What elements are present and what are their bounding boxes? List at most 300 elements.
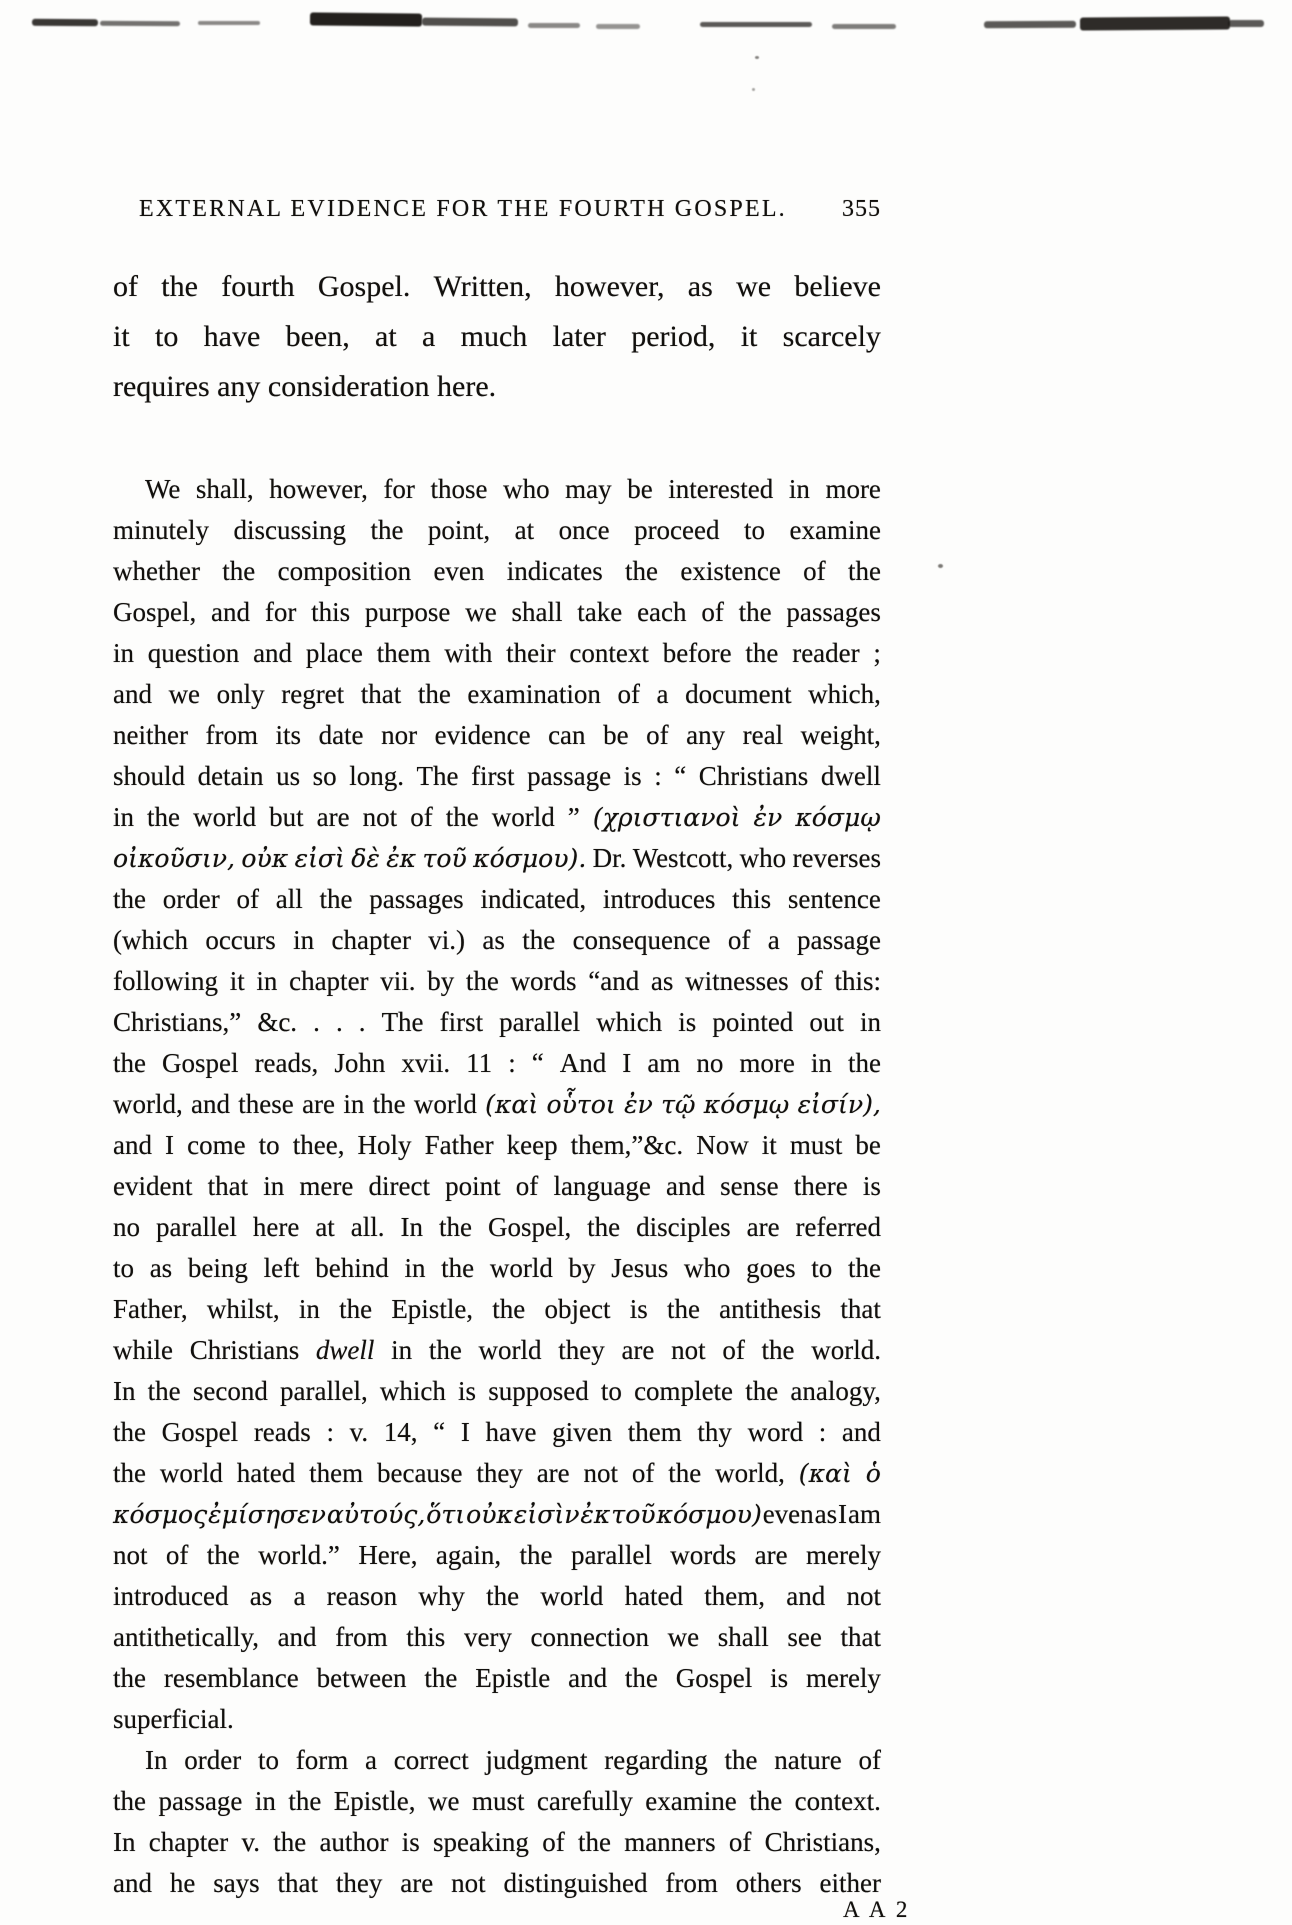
word: dwell [820, 761, 881, 791]
word: the [113, 1663, 146, 1693]
word: In [113, 1827, 136, 1857]
word: in [113, 802, 135, 832]
word: ἐν [624, 1090, 653, 1119]
word: each [637, 597, 687, 627]
word: may [565, 474, 612, 504]
word: εἰσίν), [797, 1090, 881, 1119]
word: sentence [787, 884, 881, 914]
word: reader [792, 638, 860, 668]
text-line [113, 1002, 881, 1043]
word: ὁ [865, 1459, 881, 1488]
word: object [544, 1294, 611, 1324]
word: must [789, 1130, 843, 1160]
word: this [406, 1622, 446, 1652]
text-line [113, 1822, 881, 1863]
word: is [629, 1294, 648, 1324]
word: 14, [383, 1417, 418, 1447]
word: Dr. [592, 843, 627, 873]
word: for [264, 597, 297, 627]
word: word [747, 1417, 804, 1447]
word: behind [315, 1253, 389, 1283]
word: world [413, 1089, 477, 1119]
word: and [191, 1089, 231, 1119]
word: Here, [358, 1540, 418, 1570]
word: scarcely [782, 320, 881, 353]
word: be [603, 720, 629, 750]
word: in [788, 474, 810, 504]
word: proceed [634, 515, 720, 545]
word: Gospel. [317, 270, 411, 303]
word: : [654, 761, 662, 791]
signature-mark: A A 2 [843, 1897, 911, 1922]
ink-speck [752, 88, 755, 91]
word: is [458, 1376, 477, 1406]
word: the [847, 556, 881, 586]
word: ; [873, 638, 881, 668]
word: interested [668, 474, 774, 504]
word: of [617, 679, 640, 709]
word: supposed [488, 1376, 589, 1406]
word: all. [350, 1212, 385, 1242]
word: world, [715, 1458, 785, 1488]
word: I [622, 1048, 632, 1078]
word: And [559, 1048, 607, 1078]
word: judgment [485, 1745, 588, 1775]
word: by [568, 1253, 596, 1283]
word: in [343, 1089, 365, 1119]
word: the [624, 1663, 658, 1693]
text-line [113, 879, 881, 920]
word: take [577, 597, 623, 627]
word: ὅτι [426, 1500, 466, 1529]
paragraph-closing [113, 1740, 881, 1904]
word: to [113, 1253, 135, 1283]
word: come [187, 1130, 246, 1160]
word: the [113, 1417, 146, 1447]
word: and [568, 1663, 608, 1693]
word: “ [674, 761, 687, 791]
word: following [113, 966, 218, 996]
word: be [855, 1130, 881, 1160]
word: world [491, 802, 555, 832]
word: we [428, 1786, 460, 1816]
word: We [145, 474, 181, 504]
word: no [696, 1048, 724, 1078]
word: at [315, 1212, 335, 1242]
word: them [627, 1417, 682, 1447]
word: it [761, 1130, 777, 1160]
word: vi.) [428, 925, 466, 955]
word: carefully [536, 1786, 633, 1816]
word: reason [326, 1581, 398, 1611]
word: they [558, 1335, 605, 1365]
word: of [646, 720, 669, 750]
word: regarding [604, 1745, 708, 1775]
word: ἐκ [386, 844, 417, 873]
word: am [847, 1499, 881, 1529]
word: chapter [148, 1827, 229, 1857]
word: however, [269, 474, 368, 504]
scan-artifact [1080, 16, 1230, 30]
word: a [422, 320, 436, 353]
word: keep [506, 1130, 558, 1160]
word: passage [797, 925, 881, 955]
word: the [441, 1253, 475, 1283]
word: am [647, 1048, 681, 1078]
word: not [846, 1581, 881, 1611]
word: of [701, 597, 724, 627]
text-line [113, 1453, 881, 1494]
scan-artifact [310, 12, 422, 26]
word: the [519, 1540, 553, 1570]
word: οὗτοι [546, 1090, 616, 1119]
word: of [722, 1335, 745, 1365]
word: Christians,” [113, 1007, 242, 1037]
word: are [746, 1212, 780, 1242]
word: the [745, 638, 779, 668]
word: whilst, [206, 1294, 280, 1324]
word: analogy, [790, 1376, 881, 1406]
word: that [207, 1171, 249, 1201]
word: from [665, 1868, 718, 1898]
word: reverses [792, 843, 881, 873]
word: as [650, 966, 674, 996]
word: parallel [155, 1212, 237, 1242]
word: the [319, 884, 353, 914]
text-line [113, 674, 881, 715]
word: Father, [113, 1294, 188, 1324]
text-line [113, 469, 881, 510]
word: of [800, 966, 823, 996]
word: τῷ [661, 1090, 696, 1119]
word: that [277, 1868, 319, 1898]
word: direct [368, 1171, 430, 1201]
text-line [113, 592, 881, 633]
word: not [451, 1868, 486, 1898]
word: hated [624, 1581, 684, 1611]
word: see [787, 1622, 822, 1652]
word: a [767, 925, 780, 955]
page-number: 355 [842, 196, 881, 222]
word: we [736, 270, 772, 303]
word: discussing [233, 515, 346, 545]
word: of [515, 1171, 539, 1201]
word: between [316, 1663, 407, 1693]
word: it [113, 320, 130, 353]
word: introduced [113, 1581, 229, 1611]
word: words [670, 1540, 737, 1570]
word: and [253, 638, 293, 668]
text-line [113, 715, 881, 756]
word: second [192, 1376, 268, 1406]
word: can [548, 720, 586, 750]
word: 11 [466, 1048, 493, 1078]
text-line [113, 961, 881, 1002]
word: xvii. [401, 1048, 451, 1078]
word: Gospel [162, 1048, 239, 1078]
word: in [113, 638, 135, 668]
word: parallel, [280, 1376, 368, 1406]
word: κόσμου). [473, 844, 587, 873]
word: while [113, 1335, 173, 1365]
word: I [838, 1499, 848, 1529]
word: evident [113, 1171, 193, 1201]
text-line [113, 1166, 881, 1207]
word: its [275, 720, 302, 750]
word: the [445, 802, 479, 832]
word: at [375, 320, 397, 353]
word: οὐκ [466, 1500, 513, 1529]
word: to [743, 515, 765, 545]
word: in [254, 1786, 276, 1816]
word: : [508, 1048, 516, 1078]
word: . [313, 1007, 320, 1037]
word: in [859, 1007, 881, 1037]
word: . [335, 1007, 343, 1037]
word: left [263, 1253, 300, 1283]
word: consequence [572, 925, 711, 955]
word: merely [806, 1540, 881, 1570]
word: all [275, 884, 303, 914]
word: the [587, 1212, 621, 1242]
word: resemblance [163, 1663, 299, 1693]
word: Christians [189, 1335, 300, 1365]
word: long. [349, 761, 404, 791]
word: I [460, 1417, 470, 1447]
word: : [326, 1417, 334, 1447]
word: . [358, 1007, 366, 1037]
word: Westcott, [632, 843, 734, 873]
word: at [514, 515, 535, 545]
word: John [334, 1048, 386, 1078]
word: οἰκοῦσιν, [113, 844, 236, 873]
word: as [249, 1581, 273, 1611]
word: in [810, 1048, 832, 1078]
word: world, [113, 1089, 183, 1119]
word: indicated, [480, 884, 587, 914]
word: passages [786, 597, 881, 627]
word: antithetically, [113, 1622, 259, 1652]
word: τοῦ [422, 844, 467, 873]
word: it [229, 966, 245, 996]
word: are [536, 1458, 570, 1488]
word: the [486, 1581, 520, 1611]
word: he [169, 1868, 196, 1898]
word: given [552, 1417, 613, 1447]
word: shall, [195, 474, 254, 504]
word: very [463, 1622, 512, 1652]
word: “ [433, 1417, 446, 1447]
text-line [113, 1125, 881, 1166]
word: here [252, 1212, 300, 1242]
word: the [749, 1786, 783, 1816]
word: of [727, 925, 751, 955]
word: In [400, 1212, 424, 1242]
text-line [113, 1740, 881, 1781]
word: composition [277, 556, 412, 586]
word: their [506, 638, 556, 668]
word: is [862, 1171, 881, 1201]
word: to [258, 1745, 280, 1775]
word: in [263, 1171, 285, 1201]
word: examine [789, 515, 881, 545]
word: Jesus [611, 1253, 669, 1283]
word: they [335, 1868, 383, 1898]
text-run: superficial. [113, 1704, 234, 1734]
word: pointed [712, 1007, 794, 1037]
word: context. [794, 1786, 881, 1816]
word: be [627, 474, 653, 504]
word: the [492, 1294, 526, 1324]
word: existence [680, 556, 781, 586]
word: the [147, 1376, 181, 1406]
word: more [739, 1048, 795, 1078]
word: chapter [331, 925, 411, 955]
word: whether [113, 556, 200, 586]
word: passage [158, 1786, 243, 1816]
word: vii. [380, 966, 416, 996]
word: In [145, 1745, 168, 1775]
word: the [288, 1786, 322, 1816]
word: Gospel, [487, 1212, 572, 1242]
text-line [113, 756, 881, 797]
header-title: EXTERNAL EVIDENCE FOR THE FOURTH GOSPEL. [139, 196, 787, 222]
text-line [113, 1330, 881, 1371]
scan-artifact [198, 21, 260, 25]
word: the [113, 1048, 146, 1078]
word: which [596, 1007, 663, 1037]
word: of [631, 1458, 655, 1488]
word: before [662, 638, 732, 668]
word: mere [299, 1171, 354, 1201]
word: in [298, 1294, 320, 1324]
word: and [786, 1581, 826, 1611]
word: chapter [289, 966, 369, 996]
word: the [161, 270, 198, 303]
word: however, [554, 270, 665, 303]
word: of [858, 1745, 881, 1775]
text-line [113, 1412, 881, 1453]
word: as [482, 925, 505, 955]
word: not [362, 802, 398, 832]
scan-artifact [832, 24, 896, 29]
word: distinguished [503, 1868, 648, 1898]
word: &c. [257, 1007, 298, 1037]
word: Gospel [675, 1663, 753, 1693]
word: of [728, 1827, 752, 1857]
word: referred [795, 1212, 881, 1242]
text-line [113, 797, 881, 838]
text-line [113, 1576, 881, 1617]
word: order [184, 1745, 242, 1775]
word: so [312, 761, 337, 791]
word: v. [349, 1417, 369, 1447]
word: εἰσὶν [513, 1500, 580, 1529]
word: order [162, 884, 220, 914]
word: nature [774, 1745, 842, 1775]
word: real [742, 720, 784, 750]
scan-artifact [528, 23, 580, 28]
scan-artifact [596, 24, 640, 29]
word: Christians [698, 761, 809, 791]
word: is [678, 1007, 697, 1037]
word: shall [717, 1622, 769, 1652]
word: to [258, 1130, 280, 1160]
word: fourth [221, 270, 295, 303]
word: the [147, 802, 181, 832]
word: these [238, 1089, 294, 1119]
word: even [762, 1499, 814, 1529]
word: the [339, 1294, 373, 1324]
word: are [621, 1335, 655, 1365]
text-line [113, 1781, 881, 1822]
word: the [273, 1827, 307, 1857]
word: the [724, 1745, 758, 1775]
word: the [206, 1540, 240, 1570]
scan-artifact [1228, 20, 1264, 27]
word: ἐν [753, 803, 783, 832]
word: being [187, 1253, 248, 1283]
word: world [489, 1253, 553, 1283]
word: no [113, 1212, 140, 1242]
word: κόσμου) [656, 1500, 762, 1529]
word: hated [236, 1458, 296, 1488]
word: and [211, 597, 251, 627]
word: context [569, 638, 649, 668]
word: in [256, 966, 278, 996]
word: we [168, 679, 201, 709]
word: and [277, 1622, 317, 1652]
word: (καὶ [485, 1090, 539, 1119]
text-line [113, 1699, 881, 1740]
word: ἐμίσησεν [208, 1500, 326, 1529]
word: first [471, 761, 515, 791]
word: introduces [602, 884, 716, 914]
text-line [113, 633, 881, 674]
word: evidence [434, 720, 531, 750]
text-line [113, 551, 881, 592]
word: more [825, 474, 881, 504]
word: regret [281, 679, 345, 709]
word: detain [197, 761, 264, 791]
word: form [295, 1745, 349, 1775]
word: of [410, 802, 433, 832]
word: this [311, 597, 351, 627]
word: the [761, 1335, 795, 1365]
scan-artifact [700, 22, 812, 27]
word: : [818, 1417, 827, 1447]
word: the [625, 556, 659, 586]
text-line [113, 1617, 881, 1658]
paragraph-main [113, 469, 881, 1740]
word: passages [369, 884, 464, 914]
word: (χριστιανοὶ [592, 803, 741, 832]
text-line [113, 1043, 881, 1084]
text-line [113, 1084, 881, 1125]
word: examination [467, 679, 601, 709]
word: others [735, 1868, 802, 1898]
word: a [365, 1745, 378, 1775]
word: minutely [113, 515, 209, 545]
word: sense [720, 1171, 779, 1201]
word: disciples [636, 1212, 731, 1242]
word: that [840, 1622, 881, 1652]
word: this: [834, 966, 881, 996]
word: the [428, 1335, 462, 1365]
running-header [113, 196, 881, 223]
word: δὲ [351, 844, 380, 873]
word: Father [424, 1130, 494, 1160]
